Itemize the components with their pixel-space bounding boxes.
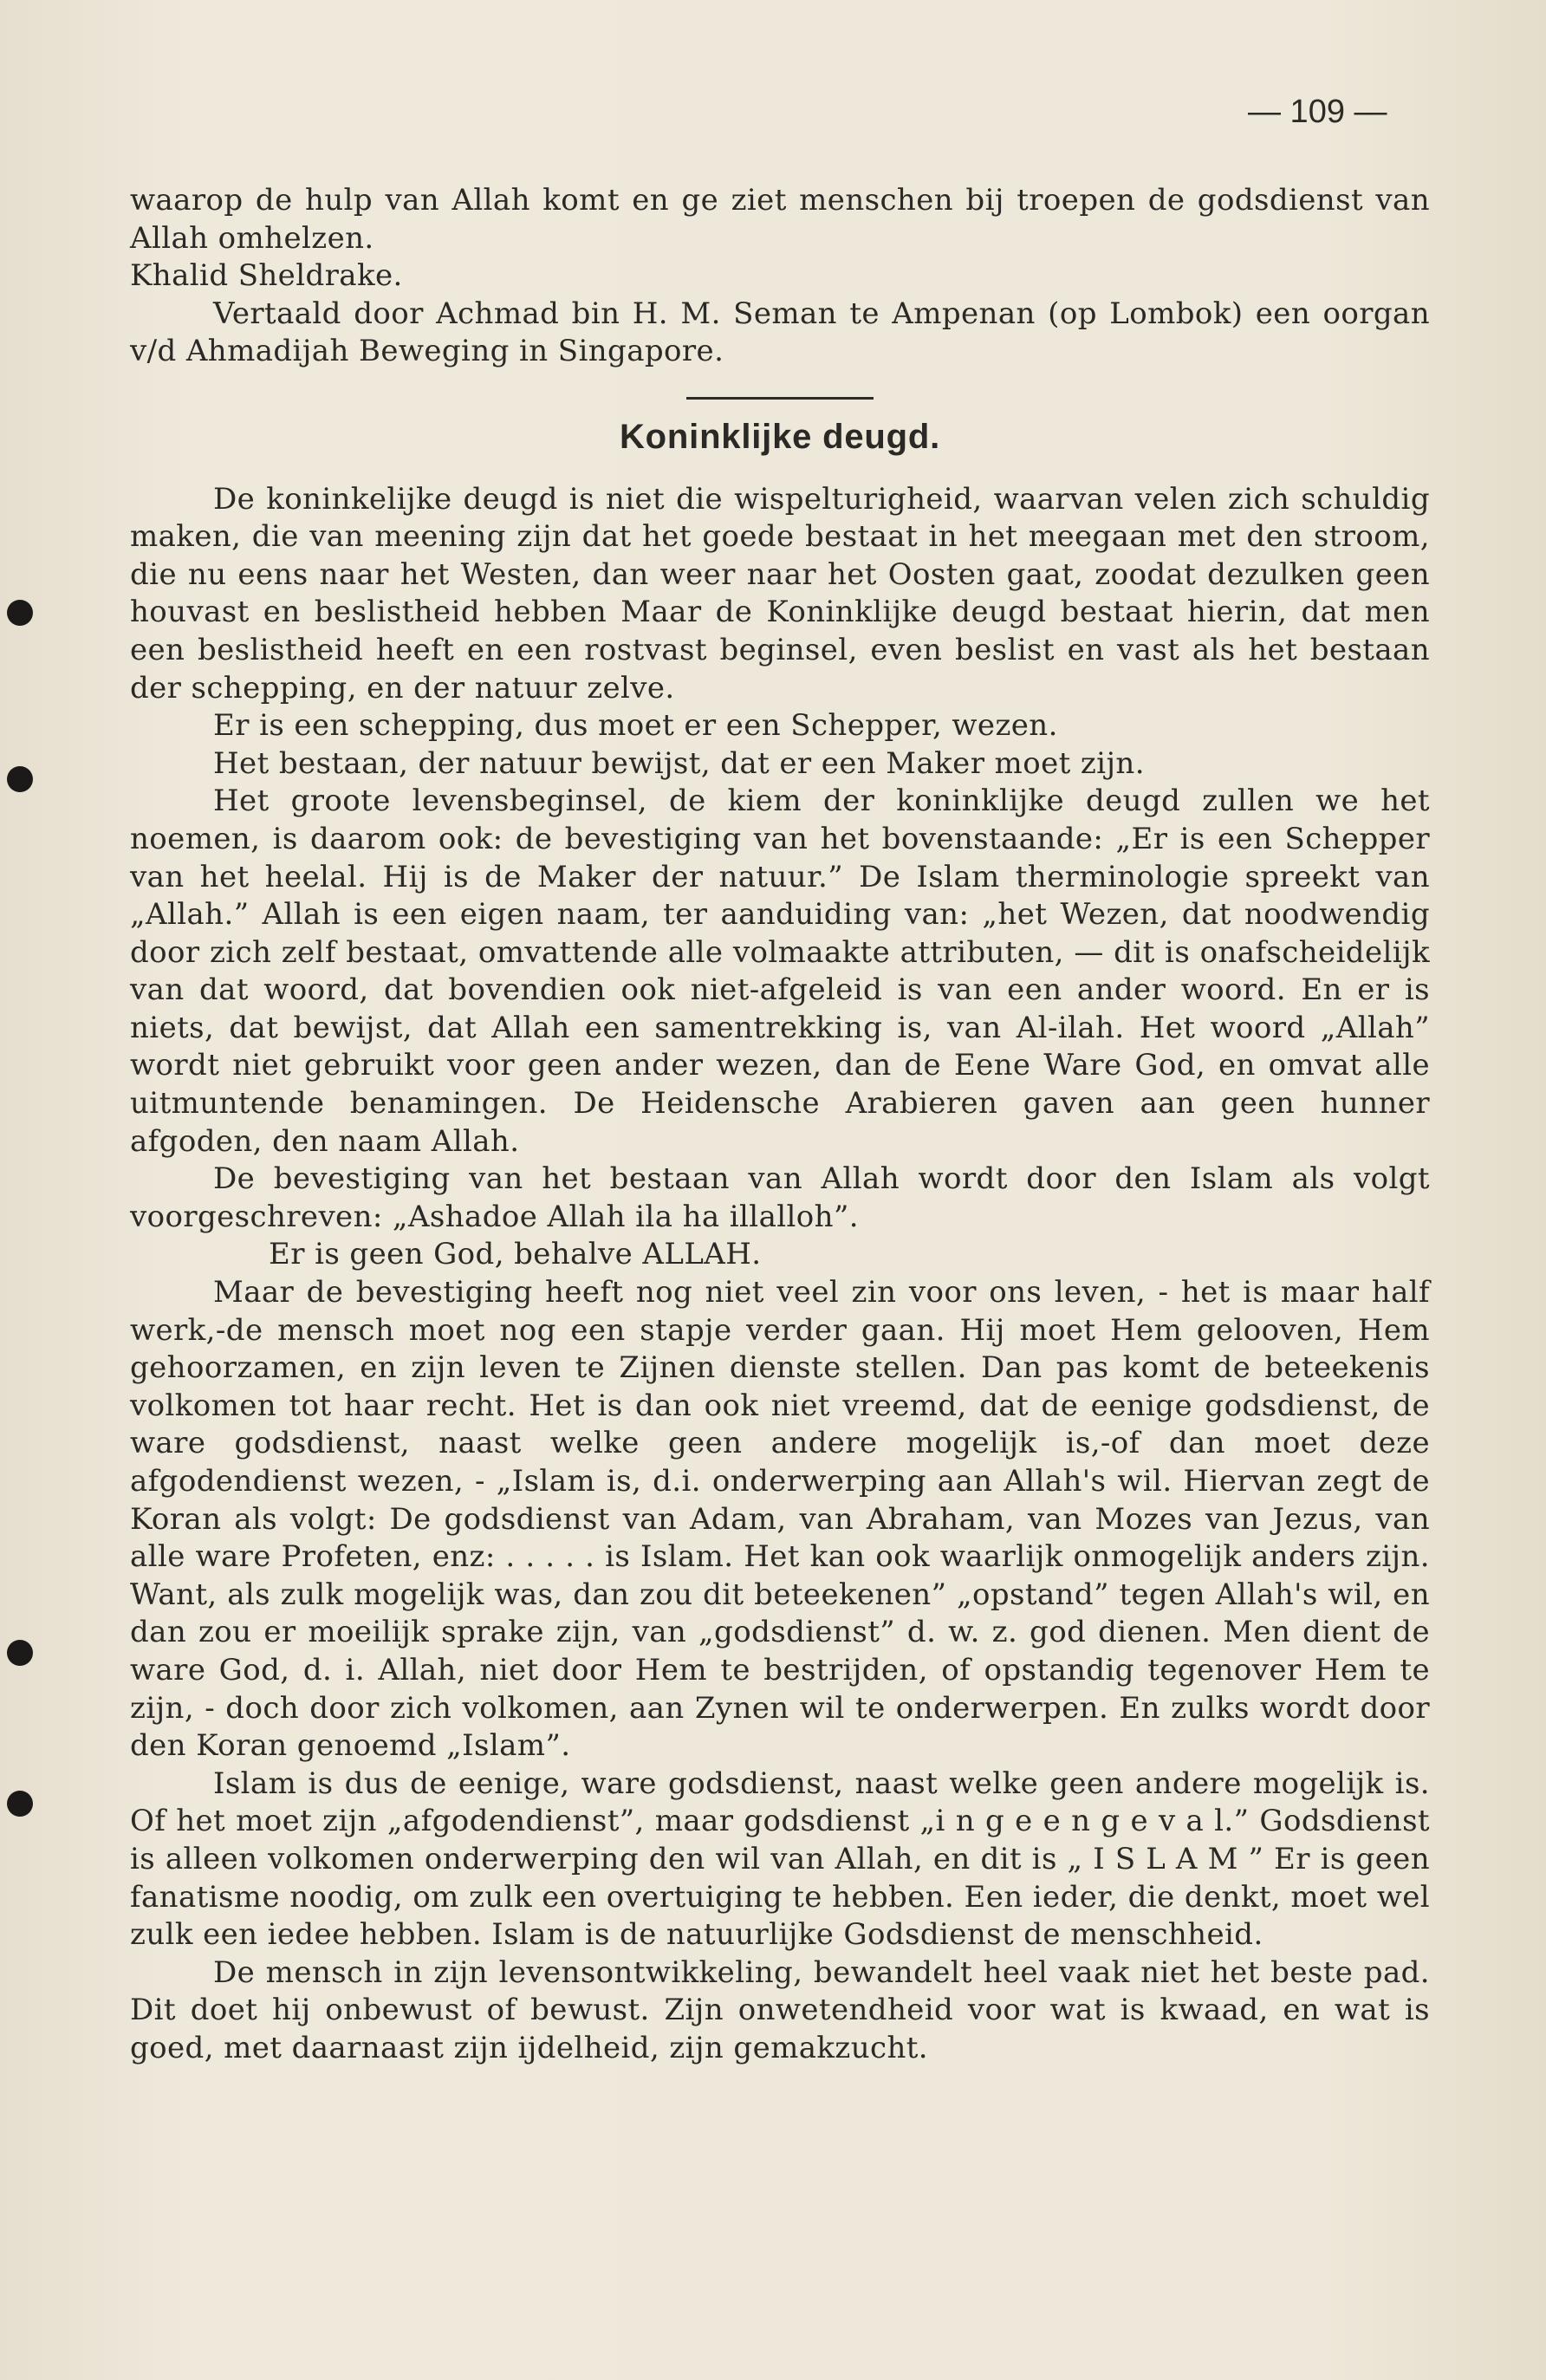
paragraph: De bevestiging van het bestaan van Allah wordt door den Islam als volgt voorgeschreven: „Ashadoe Allah ila ha illalloh”.: [130, 1161, 1430, 1234]
translation-note: Vertaald door Achmad bin H. M. Seman te Ampenan (op Lombok) een oorgan v/d Ahmadijah Beweging in Singapore.: [130, 296, 1430, 369]
paragraph: Er is een schepping, dus moet er een Schepper, wezen.: [213, 708, 1058, 744]
page-body: [130, 182, 1430, 2068]
section-title: Koninklijke deugd.: [620, 417, 940, 456]
page-number: — 109 —: [1248, 94, 1387, 130]
paragraph: De koninkelijke deugd is niet die wispelturigheid, waarvan velen zich schuldig maken, die van meening zijn dat het goede bestaat in het meegaan met den stroom, die nu eens naar het Westen, dan weer naar het Oosten gaat, zoodat dezulken geen houvast en beslistheid hebben Maar de Koninklijke deugd bestaat hierin, dat men een beslistheid heeft en een rostvast beginsel, even beslist en vast als het bestaan der schepping, en der natuur zelve.: [130, 481, 1430, 706]
section-divider: [686, 397, 874, 400]
punch-hole-mark: [7, 1791, 33, 1817]
punch-hole-mark: [7, 600, 33, 626]
paragraph: Maar de bevestiging heeft nog niet veel zin voor ons leven, - het is maar half werk,-de mensch moet nog een stapje verder gaan. Hij moet Hem gelooven, Hem gehoorzamen, en zijn leven te Zijnen dienste stellen. Dan pas komt de beteekenis volkomen tot haar recht. Het is dan ook niet vreemd, dat de eenige godsdienst, de ware godsdienst, naast welke geen andere mogelijk is,-of dan moet deze afgodendienst wezen, - „Islam is, d.i. onderwerping aan Allah's wil. Hiervan zegt de Koran als volgt: De godsdienst van Adam, van Abraham, van Mozes van Jezus, van alle ware Profeten, enz: . . . . . is Islam. Het kan ook waarlijk onmogelijk anders zijn. Want, als zulk mogelijk was, dan zou dit beteekenen” „opstand” tegen Allah's wil, en dan zou er moeilijk sprake zijn, van „godsdienst” d. w. z. god dienen. Men dient de ware God, d. i. Allah, niet door Hem te bestrijden, of opstandig tegenover Hem te zijn, - doch door zich volkomen, aan Zynen wil te onderwerpen. En zulks wordt door den Koran genoemd „Islam”.: [130, 1275, 1430, 1764]
punch-hole-mark: [7, 766, 33, 792]
shahada-translation: Er is geen God, behalve ALLAH.: [269, 1237, 762, 1272]
author-signature: Khalid Sheldrake.: [130, 258, 403, 294]
paragraph: Het groote levensbeginsel, de kiem der koninklijke deugd zullen we het noemen, is daarom ook: de bevestiging van het bovenstaande: „Er is een Schepper van het heelal. Hij is de Maker der natuur.” De Islam therminologie spreekt van „Allah.” Allah is een eigen naam, ter aanduiding van: „het Wezen, dat noodwendig door zich zelf bestaat, omvattende alle volmaakte attributen, — dit is onafscheidelijk van dat woord, dat bovendien ook niet-afgeleid is van een ander woord. En er is niets, dat bewijst, dat Allah een samentrekking is, van Al-ilah. Het woord „Allah” wordt niet gebruikt voor geen ander wezen, dan de Eene Ware God, en omvat alle uitmuntende benamingen. De Heidensche Arabieren gaven aan geen hunner afgoden, den naam Allah.: [130, 784, 1430, 1159]
article-closing-text: waarop de hulp van Allah komt en ge ziet menschen bij troepen de godsdienst van Allah omhelzen.: [130, 183, 1430, 256]
paragraph: Het bestaan, der natuur bewijst, dat er een Maker moet zijn.: [213, 745, 1145, 781]
paragraph: De mensch in zijn levensontwikkeling, bewandelt heel vaak niet het beste pad. Dit doet hij onbewust of bewust. Zijn onwetendheid voor wat is kwaad, en wat is goed, met daarnaast zijn ijdelheid, zijn gemakzucht.: [130, 1954, 1430, 2065]
punch-hole-mark: [7, 1640, 33, 1666]
paragraph: Islam is dus de eenige, ware godsdienst, naast welke geen andere mogelijk is. Of het moet zijn „afgodendienst”, maar godsdienst „i n g e e n g e v a l.” Godsdienst is alleen volkomen onderwerping den wil van Allah, en dit is „ I S L A M ” Er is geen fanatisme noodig, om zulk een overtuiging te hebben. Een ieder, die denkt, moet wel zulk een iedee hebben. Islam is de natuurlijke Godsdienst de menschheid.: [130, 1765, 1430, 1953]
